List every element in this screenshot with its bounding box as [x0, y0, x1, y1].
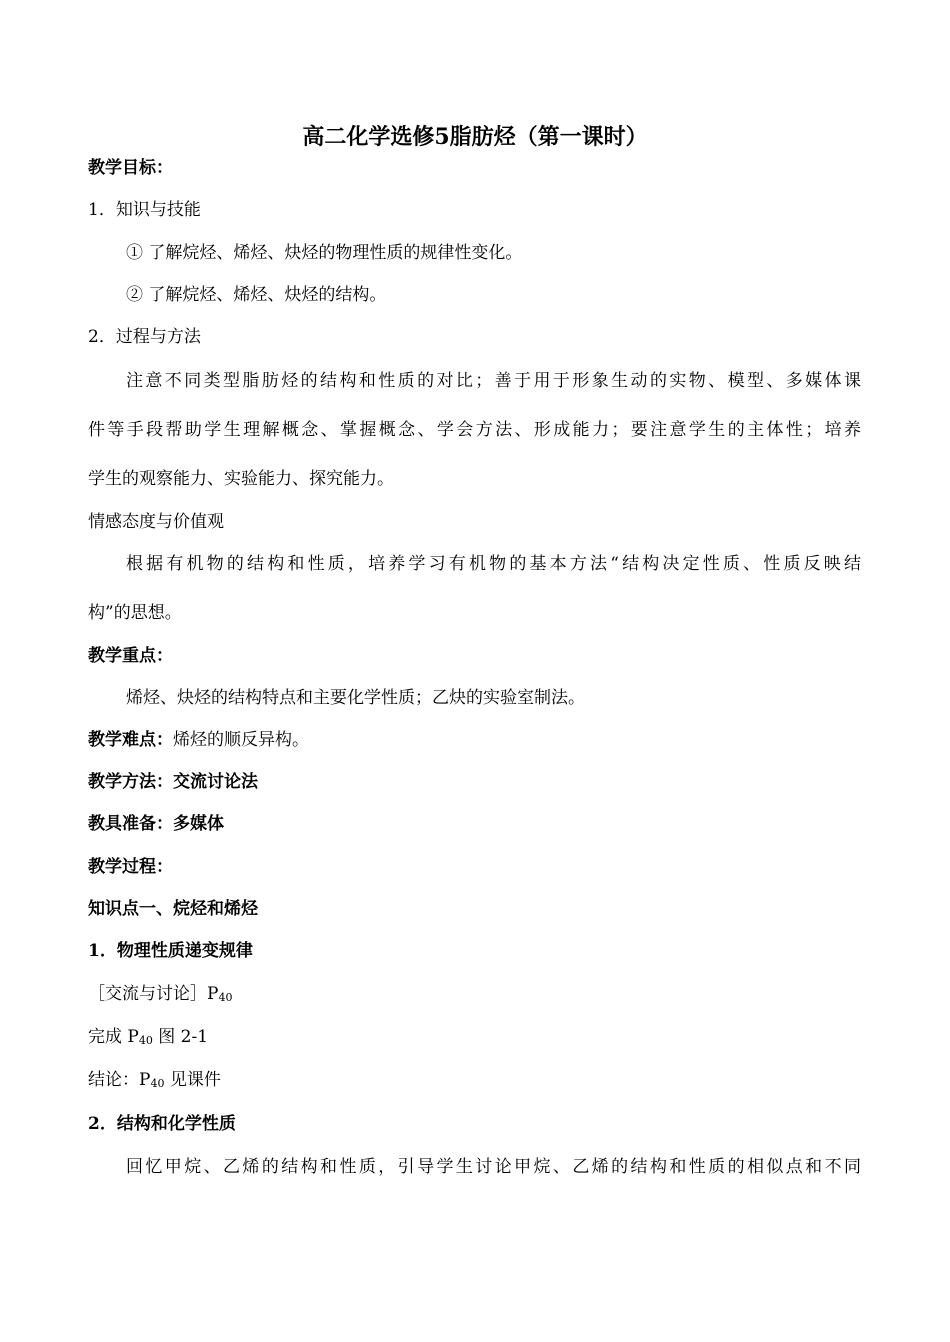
process-method-line-2: 件等手段帮助学生理解概念、掌握概念、学会方法、形成能力；要注意学生的主体性；培养 — [88, 420, 861, 440]
process-method-line-1: 注意不同类型脂肪烃的结构和性质的对比；善于用于形象生动的实物、模型、多媒体课 — [126, 371, 861, 391]
process-heading: 教学过程： — [88, 857, 173, 877]
conclusion-suffix: 见课件 — [164, 1070, 221, 1090]
knowledge-point-1-heading: 知识点一、烷烃和烯烃 — [88, 899, 258, 919]
attitude-line-1: 根据有机物的结构和性质，培养学习有机物的基本方法“结构决定性质、性质反映结 — [126, 554, 861, 574]
process-method-heading: 2．过程与方法 — [88, 327, 201, 347]
difficulty-line — [88, 729, 309, 751]
tools-label: 教具准备： — [88, 814, 173, 834]
skills-heading: 1．知识与技能 — [88, 200, 201, 220]
key-points-heading: 教学重点： — [88, 646, 173, 666]
conclusion-line — [88, 1069, 221, 1091]
tools-line — [88, 813, 224, 835]
difficulty-text: 烯烃的顺反异构。 — [173, 730, 309, 750]
key-points-text: 烯烃、炔烃的结构特点和主要化学性质；乙炔的实验室制法。 — [126, 688, 585, 708]
tools-text: 多媒体 — [173, 814, 224, 834]
process-method-line-3: 学生的观察能力、实验能力、探究能力。 — [88, 469, 394, 489]
method-line — [88, 771, 258, 793]
document-title: 高二化学选修5脂肪烃（第一课时） — [302, 124, 648, 150]
attitude-heading: 情感态度与价值观 — [88, 512, 224, 532]
discussion-line — [88, 983, 232, 1005]
attitude-line-2: 构”的思想。 — [88, 603, 182, 623]
complete-suffix: 图 2-1 — [152, 1027, 209, 1047]
discussion-text: ［交流与讨论］P — [88, 984, 219, 1004]
skills-item-1: ① 了解烷烃、烯烃、炔烃的物理性质的规律性变化。 — [126, 243, 523, 263]
conclusion-prefix: 结论：P — [88, 1070, 151, 1090]
complete-page-sub: 40 — [138, 1034, 153, 1047]
objectives-heading: 教学目标： — [88, 158, 173, 178]
method-text: 交流讨论法 — [173, 772, 258, 792]
complete-prefix: 完成 P — [88, 1027, 139, 1047]
skills-item-2: ② 了解烷烃、烯烃、炔烃的结构。 — [126, 285, 387, 305]
recall-line: 回忆甲烷、乙烯的结构和性质，引导学生讨论甲烷、乙烯的结构和性质的相似点和不同 — [126, 1157, 861, 1177]
structure-properties-heading: 2．结构和化学性质 — [88, 1114, 236, 1134]
conclusion-page-sub: 40 — [150, 1077, 165, 1090]
discussion-page-sub: 40 — [218, 991, 233, 1004]
complete-line — [88, 1026, 208, 1048]
method-label: 教学方法： — [88, 772, 173, 792]
physical-properties-heading: 1．物理性质递变规律 — [88, 941, 253, 961]
difficulty-label: 教学难点： — [88, 730, 173, 750]
